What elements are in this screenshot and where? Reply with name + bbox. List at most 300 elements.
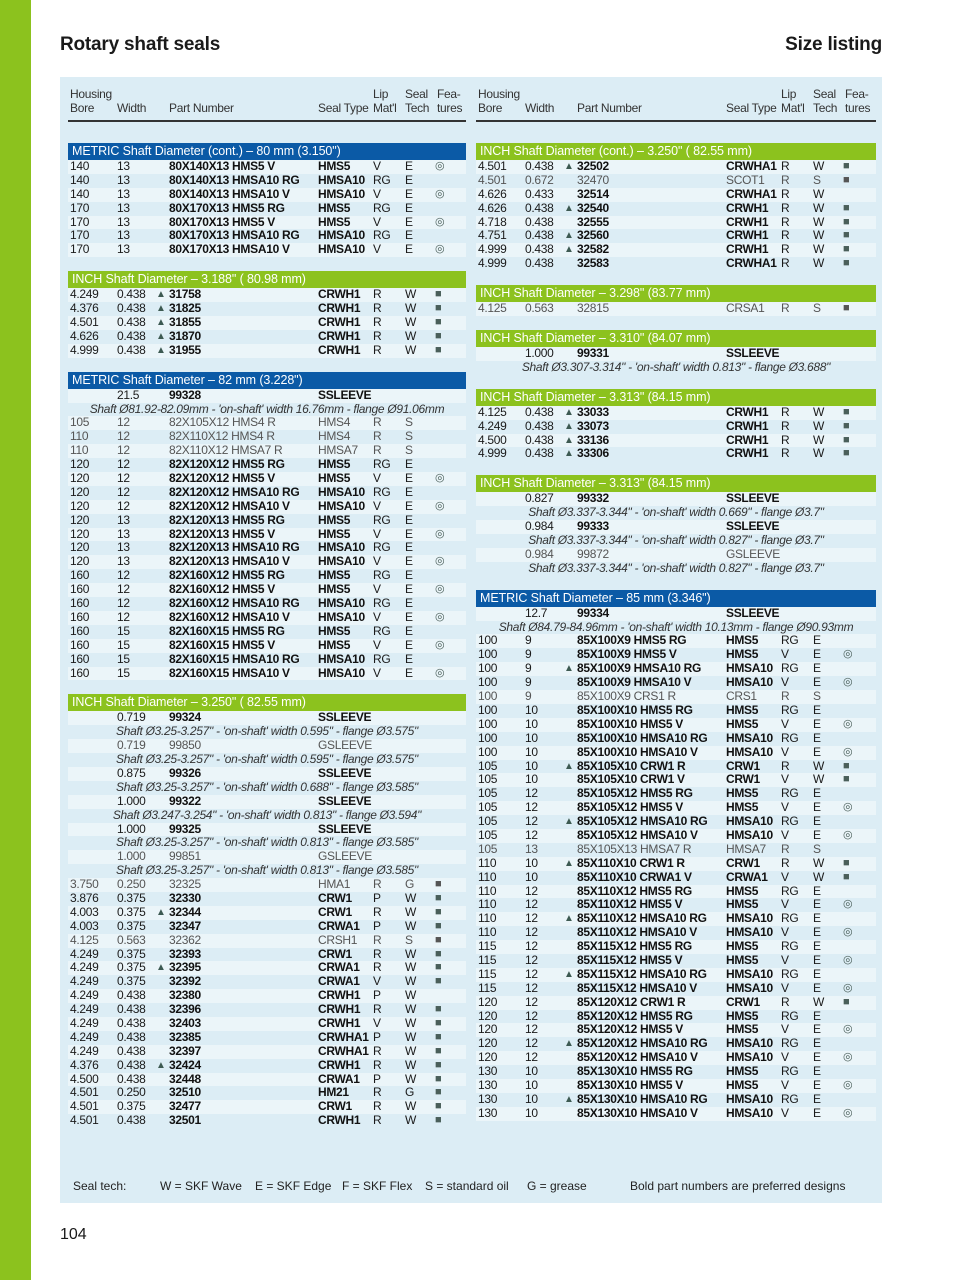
- seal-type: HMSA10: [318, 172, 365, 187]
- table-row[interactable]: [476, 1037, 876, 1051]
- table-row[interactable]: [68, 216, 466, 230]
- table-row[interactable]: [68, 486, 466, 500]
- part-number: 33033: [577, 404, 609, 419]
- seal-tech: E: [813, 911, 821, 926]
- seal-tech: W: [405, 1071, 417, 1086]
- part-number: 99324: [169, 710, 201, 725]
- part-number: 85X115X12 HMSA10 V: [577, 980, 698, 995]
- table-row[interactable]: [68, 1031, 466, 1045]
- table-row[interactable]: [68, 160, 466, 174]
- table-row[interactable]: [68, 975, 466, 989]
- table-row[interactable]: [476, 160, 876, 174]
- width: 0.438: [117, 342, 146, 357]
- seal-tech: E: [813, 1105, 821, 1120]
- metric-section-header: METRIC Shaft Diameter – 82 mm (3.228"): [68, 372, 466, 389]
- table-row[interactable]: [476, 302, 876, 316]
- lip-material: RG: [373, 457, 391, 472]
- table-row[interactable]: [476, 347, 876, 361]
- table-row[interactable]: [68, 961, 466, 975]
- table-row[interactable]: [68, 444, 466, 458]
- table-row[interactable]: [476, 216, 876, 230]
- housing-bore: 4.501: [70, 1099, 99, 1114]
- lip-material: V: [781, 744, 789, 759]
- width: 0.375: [117, 960, 146, 975]
- double-circle-icon: ◎: [435, 555, 445, 568]
- seal-type: CRWHA1: [726, 159, 777, 173]
- width: 0.438: [525, 200, 554, 215]
- double-circle-icon: ◎: [435, 472, 445, 485]
- table-row[interactable]: [68, 653, 466, 667]
- width: 13: [117, 540, 130, 555]
- lip-material: V: [781, 800, 789, 815]
- seal-tech: W: [405, 1099, 417, 1114]
- table-row[interactable]: [476, 912, 876, 926]
- lip-material: V: [373, 471, 381, 486]
- housing-bore: 100: [478, 702, 498, 717]
- seal-tech: W: [813, 200, 825, 215]
- table-row[interactable]: [476, 829, 876, 843]
- table-row[interactable]: [68, 1059, 466, 1073]
- double-circle-icon: ◎: [435, 666, 445, 679]
- table-row[interactable]: [68, 472, 466, 486]
- seal-type: HMSA10: [726, 661, 773, 676]
- seal-tech: W: [813, 994, 825, 1009]
- table-row[interactable]: [68, 541, 466, 555]
- seal-type: CRWH1: [318, 287, 361, 302]
- table-row[interactable]: [68, 514, 466, 528]
- table-row[interactable]: [68, 711, 466, 725]
- table-row[interactable]: [476, 520, 876, 534]
- part-number: 32510: [169, 1085, 201, 1100]
- table-row[interactable]: [476, 1107, 876, 1121]
- seal-type: HMSA10: [726, 814, 773, 829]
- table-row[interactable]: [68, 500, 466, 514]
- table-row[interactable]: [476, 1051, 876, 1065]
- housing-bore: 110: [478, 883, 497, 898]
- seal-type: CRWH1: [726, 432, 769, 447]
- table-row[interactable]: [68, 823, 466, 837]
- seal-type: CRSH1: [318, 932, 358, 947]
- table-row[interactable]: [476, 718, 876, 732]
- width: 12: [525, 814, 538, 829]
- width: 1.000: [117, 821, 146, 836]
- part-number: 31955: [169, 342, 201, 357]
- table-row[interactable]: [476, 447, 876, 461]
- double-circle-icon: ◎: [843, 828, 853, 841]
- housing-bore: 120: [70, 484, 90, 499]
- table-row[interactable]: [476, 548, 876, 562]
- square-icon: ■: [435, 1100, 442, 1113]
- table-row[interactable]: [68, 989, 466, 1003]
- shaft-diameter-section: [68, 694, 466, 1128]
- table-row[interactable]: [68, 569, 466, 583]
- table-row[interactable]: [476, 996, 876, 1010]
- seal-type: HMS5: [318, 582, 351, 597]
- width: 0.719: [117, 710, 146, 725]
- table-row[interactable]: [68, 906, 466, 920]
- table-row[interactable]: [476, 1065, 876, 1079]
- width: 12: [525, 827, 538, 842]
- housing-bore: 110: [478, 855, 497, 870]
- seal-type: HMS5: [726, 897, 759, 912]
- lip-material: RG: [781, 1064, 799, 1079]
- seal-type: HMS5: [726, 716, 759, 731]
- housing-bore: 4.501: [70, 1085, 99, 1100]
- part-number: 80X170X13 HMSA10 RG: [169, 228, 300, 243]
- lip-material: V: [373, 554, 381, 569]
- seal-tech: E: [813, 675, 821, 690]
- housing-bore: 160: [70, 609, 90, 624]
- width: 13: [117, 214, 130, 229]
- housing-bore: 4.500: [70, 1071, 99, 1086]
- seal-type: HMS5: [318, 457, 351, 472]
- table-row[interactable]: [476, 1093, 876, 1107]
- table-header: [476, 85, 876, 122]
- lip-material: RG: [781, 633, 799, 648]
- table-row[interactable]: [68, 389, 466, 403]
- table-row[interactable]: [68, 892, 466, 906]
- table-row[interactable]: [68, 667, 466, 681]
- housing-bore: 120: [70, 526, 90, 541]
- seal-tech: E: [813, 744, 821, 759]
- seal-tech: W: [813, 228, 825, 243]
- table-row[interactable]: [476, 704, 876, 718]
- header-lip-material: Lip Mat'l: [781, 87, 805, 115]
- seal-type: SSLEEVE: [726, 346, 780, 361]
- housing-bore: 4.626: [70, 328, 99, 343]
- width: 10: [525, 730, 538, 745]
- seal-type: HMS5: [726, 1077, 759, 1092]
- housing-bore: 140: [70, 159, 90, 173]
- width: 0.375: [117, 918, 146, 933]
- table-row[interactable]: [476, 954, 876, 968]
- width: 12: [117, 596, 130, 611]
- housing-bore: 110: [478, 897, 497, 912]
- part-number: 31758: [169, 287, 201, 302]
- part-number: 85X110X10 CRW1 R: [577, 855, 685, 870]
- part-number: 85X105X12 HMS5 V: [577, 800, 683, 815]
- seal-tech: E: [813, 633, 821, 648]
- table-row[interactable]: [68, 795, 466, 809]
- width: 13: [117, 172, 130, 187]
- table-row[interactable]: [68, 1045, 466, 1059]
- green-edge-stripe: [0, 0, 31, 1280]
- housing-bore: 160: [70, 582, 90, 597]
- part-number: 82X160X15 HMSA10 RG: [169, 651, 300, 666]
- part-number: 82X160X15 HMS5 RG: [169, 623, 285, 638]
- seal-tech: S: [813, 301, 821, 316]
- table-row[interactable]: [476, 257, 876, 271]
- seal-tech: W: [813, 256, 825, 271]
- table-row[interactable]: [476, 871, 876, 885]
- table-row[interactable]: [476, 801, 876, 815]
- part-number: 85X120X12 HMSA10 RG: [577, 1036, 708, 1051]
- seal-tech: W: [405, 960, 417, 975]
- housing-bore: 120: [478, 1008, 498, 1023]
- width: 0.438: [525, 159, 554, 173]
- table-row[interactable]: [68, 878, 466, 892]
- table-row[interactable]: [68, 188, 466, 202]
- preferred-triangle-icon: ▲: [564, 857, 574, 869]
- seal-tech: E: [405, 582, 413, 597]
- lip-material: R: [373, 960, 382, 975]
- table-row[interactable]: [68, 920, 466, 934]
- lip-material: V: [373, 665, 381, 680]
- lip-material: V: [373, 974, 381, 989]
- table-row[interactable]: [476, 898, 876, 912]
- table-row[interactable]: [476, 243, 876, 257]
- square-icon: ■: [435, 1072, 442, 1085]
- width: 9: [525, 633, 532, 648]
- table-row[interactable]: [68, 302, 466, 316]
- preferred-triangle-icon: ▲: [564, 244, 574, 256]
- seal-type: CRWA1: [318, 1071, 360, 1086]
- lip-material: RG: [781, 1008, 799, 1023]
- shaft-diameter-section: [68, 271, 466, 357]
- table-row[interactable]: [476, 420, 876, 434]
- table-row[interactable]: [476, 202, 876, 216]
- lip-material: R: [781, 228, 790, 243]
- table-row[interactable]: [476, 885, 876, 899]
- table-row[interactable]: [68, 611, 466, 625]
- width: 0.438: [117, 1002, 146, 1017]
- seal-tech: E: [813, 952, 821, 967]
- seal-type: CRW1: [726, 772, 760, 787]
- lip-material: RG: [373, 228, 391, 243]
- table-row[interactable]: [68, 1086, 466, 1100]
- lip-material: V: [373, 498, 381, 513]
- seal-type: CRW1: [318, 946, 352, 961]
- table-row[interactable]: [68, 639, 466, 653]
- shaft-diameter-section: [68, 143, 466, 257]
- table-row[interactable]: [68, 416, 466, 430]
- table-row[interactable]: [68, 202, 466, 216]
- housing-bore: 4.718: [478, 214, 507, 229]
- square-icon: ■: [843, 243, 850, 256]
- table-row[interactable]: [476, 434, 876, 448]
- housing-bore: 120: [70, 471, 90, 486]
- table-row[interactable]: [68, 625, 466, 639]
- square-icon: ■: [843, 773, 850, 786]
- square-icon: ■: [435, 961, 442, 974]
- table-row[interactable]: [68, 1017, 466, 1031]
- seal-tech: S: [405, 443, 413, 458]
- seal-tech: E: [405, 512, 413, 527]
- table-row[interactable]: [476, 746, 876, 760]
- double-circle-icon: ◎: [843, 648, 853, 661]
- seal-tech: W: [405, 988, 417, 1003]
- table-row[interactable]: [476, 843, 876, 857]
- table-row[interactable]: [68, 850, 466, 864]
- table-row[interactable]: [476, 1010, 876, 1024]
- table-row[interactable]: [476, 857, 876, 871]
- table-row[interactable]: [476, 968, 876, 982]
- table-row[interactable]: [476, 607, 876, 621]
- housing-bore: 4.501: [70, 1113, 99, 1128]
- table-row[interactable]: [68, 555, 466, 569]
- table-row[interactable]: [476, 492, 876, 506]
- part-number: 85X105X13 HMSA7 R: [577, 841, 692, 856]
- width: 0.438: [117, 1057, 146, 1072]
- lip-material: R: [373, 328, 382, 343]
- table-row[interactable]: [68, 597, 466, 611]
- shaft-diameter-section: [476, 143, 876, 271]
- housing-bore: 170: [70, 228, 90, 243]
- table-row[interactable]: [68, 528, 466, 542]
- seal-type: HMS5: [318, 526, 351, 541]
- lip-material: R: [781, 200, 790, 215]
- housing-bore: 110: [70, 443, 89, 458]
- part-number: 32392: [169, 974, 201, 989]
- width: 13: [117, 159, 130, 173]
- seal-type: HMSA10: [318, 596, 365, 611]
- seal-type: CRWH1: [318, 1015, 361, 1030]
- width: 10: [525, 772, 538, 787]
- lip-material: R: [373, 342, 382, 357]
- square-icon: ■: [843, 447, 850, 460]
- part-number: 85X100X10 HMSA10 V: [577, 744, 698, 759]
- housing-bore: 4.249: [70, 960, 99, 975]
- table-row[interactable]: [68, 583, 466, 597]
- seal-type: HMS5: [318, 214, 351, 229]
- table-row[interactable]: [476, 1079, 876, 1093]
- preferred-triangle-icon: ▲: [564, 1038, 574, 1050]
- seal-type: HMSA7: [318, 443, 358, 458]
- preferred-triangle-icon: ▲: [156, 962, 166, 974]
- preferred-triangle-icon: ▲: [564, 1093, 574, 1105]
- width: 13: [117, 186, 130, 201]
- seal-tech: W: [405, 1043, 417, 1058]
- square-icon: ■: [435, 316, 442, 329]
- table-row[interactable]: [476, 815, 876, 829]
- table-row[interactable]: [476, 690, 876, 704]
- width: 12: [525, 1050, 538, 1065]
- seal-type: CRW1: [726, 994, 760, 1009]
- table-row[interactable]: [476, 926, 876, 940]
- part-number: 85X115X12 HMSA10 RG: [577, 966, 707, 981]
- square-icon: ■: [435, 891, 442, 904]
- table-row[interactable]: [476, 732, 876, 746]
- table-row[interactable]: [68, 1114, 466, 1128]
- width: 0.438: [525, 404, 554, 419]
- table-row[interactable]: [68, 1100, 466, 1114]
- seal-tech: E: [813, 1077, 821, 1092]
- double-circle-icon: ◎: [843, 953, 853, 966]
- preferred-triangle-icon: ▲: [564, 760, 574, 772]
- width: 0.438: [525, 418, 554, 433]
- table-row[interactable]: [476, 406, 876, 420]
- part-number: 85X100X9 HMS5 V: [577, 647, 677, 662]
- seal-tech: E: [405, 623, 413, 638]
- table-row[interactable]: [476, 773, 876, 787]
- table-row[interactable]: [68, 229, 466, 243]
- table-row[interactable]: [68, 330, 466, 344]
- part-number: 32385: [169, 1029, 201, 1044]
- seal-type: HMSA10: [726, 1036, 773, 1051]
- width: 0.719: [117, 738, 146, 753]
- table-row[interactable]: [476, 648, 876, 662]
- table-row[interactable]: [476, 634, 876, 648]
- table-row[interactable]: [68, 934, 466, 948]
- part-number: 32540: [577, 200, 609, 215]
- table-row[interactable]: [476, 229, 876, 243]
- table-row[interactable]: [68, 458, 466, 472]
- legend-flex: F = SKF Flex: [342, 1179, 413, 1193]
- table-row[interactable]: [476, 940, 876, 954]
- table-row[interactable]: [476, 760, 876, 774]
- part-number: 32501: [169, 1113, 201, 1128]
- seal-type: GSLEEVE: [726, 546, 780, 561]
- width: 13: [117, 526, 130, 541]
- part-number: 82X105X12 HMS4 R: [169, 415, 276, 430]
- double-circle-icon: ◎: [843, 898, 853, 911]
- seal-type: HMS4: [318, 415, 351, 430]
- table-row[interactable]: [68, 344, 466, 358]
- housing-bore: 4.249: [70, 1015, 99, 1030]
- table-row[interactable]: [68, 288, 466, 302]
- table-row[interactable]: [68, 739, 466, 753]
- width: 0.250: [117, 877, 146, 892]
- table-row[interactable]: [476, 1023, 876, 1037]
- seal-tech: G: [405, 877, 415, 892]
- seal-tech: E: [813, 800, 821, 815]
- width: 9: [525, 689, 532, 704]
- table-row[interactable]: [68, 1073, 466, 1087]
- seal-tech: E: [405, 554, 413, 569]
- table-row[interactable]: [476, 982, 876, 996]
- housing-bore: 130: [478, 1105, 498, 1120]
- part-number: 85X105X12 HMSA10 RG: [577, 814, 708, 829]
- table-row[interactable]: [68, 1003, 466, 1017]
- double-circle-icon: ◎: [843, 801, 853, 814]
- legend-grease: G = grease: [527, 1179, 587, 1193]
- part-number: 82X110X12 HMSA7 R: [169, 443, 283, 458]
- width: 12: [117, 429, 130, 444]
- sleeve-dimension-note: Shaft Ø3.25-3.257" - 'on-shaft' width 0.595" - flange Ø3.575": [116, 752, 418, 767]
- preferred-triangle-icon: ▲: [156, 344, 166, 356]
- table-row[interactable]: [68, 767, 466, 781]
- table-row[interactable]: [68, 243, 466, 257]
- width: 12: [117, 471, 130, 486]
- table-row[interactable]: [68, 174, 466, 188]
- housing-bore: 120: [478, 1022, 498, 1037]
- width: 12: [525, 1036, 538, 1051]
- seal-type: HMSA10: [726, 1091, 773, 1106]
- table-row[interactable]: [68, 430, 466, 444]
- table-row[interactable]: [476, 188, 876, 202]
- seal-type: CRS1: [726, 689, 757, 704]
- housing-bore: 160: [70, 665, 90, 680]
- table-row[interactable]: [476, 787, 876, 801]
- housing-bore: 4.003: [70, 904, 99, 919]
- table-row[interactable]: [476, 174, 876, 188]
- table-row[interactable]: [476, 676, 876, 690]
- table-row[interactable]: [68, 948, 466, 962]
- seal-type: CRWA1: [318, 974, 360, 989]
- housing-bore: 160: [70, 651, 90, 666]
- seal-type: HMA1: [318, 877, 351, 892]
- seal-tech: W: [813, 758, 825, 773]
- table-row[interactable]: [476, 662, 876, 676]
- seal-type: HMS5: [318, 623, 351, 638]
- housing-bore: 4.999: [70, 342, 99, 357]
- part-number: 82X120X12 HMS5 V: [169, 471, 275, 486]
- part-number: 82X160X15 HMS5 V: [169, 637, 275, 652]
- lip-material: R: [781, 758, 790, 773]
- part-number: 32514: [577, 186, 609, 201]
- table-row[interactable]: [68, 316, 466, 330]
- housing-bore: 115: [478, 939, 497, 954]
